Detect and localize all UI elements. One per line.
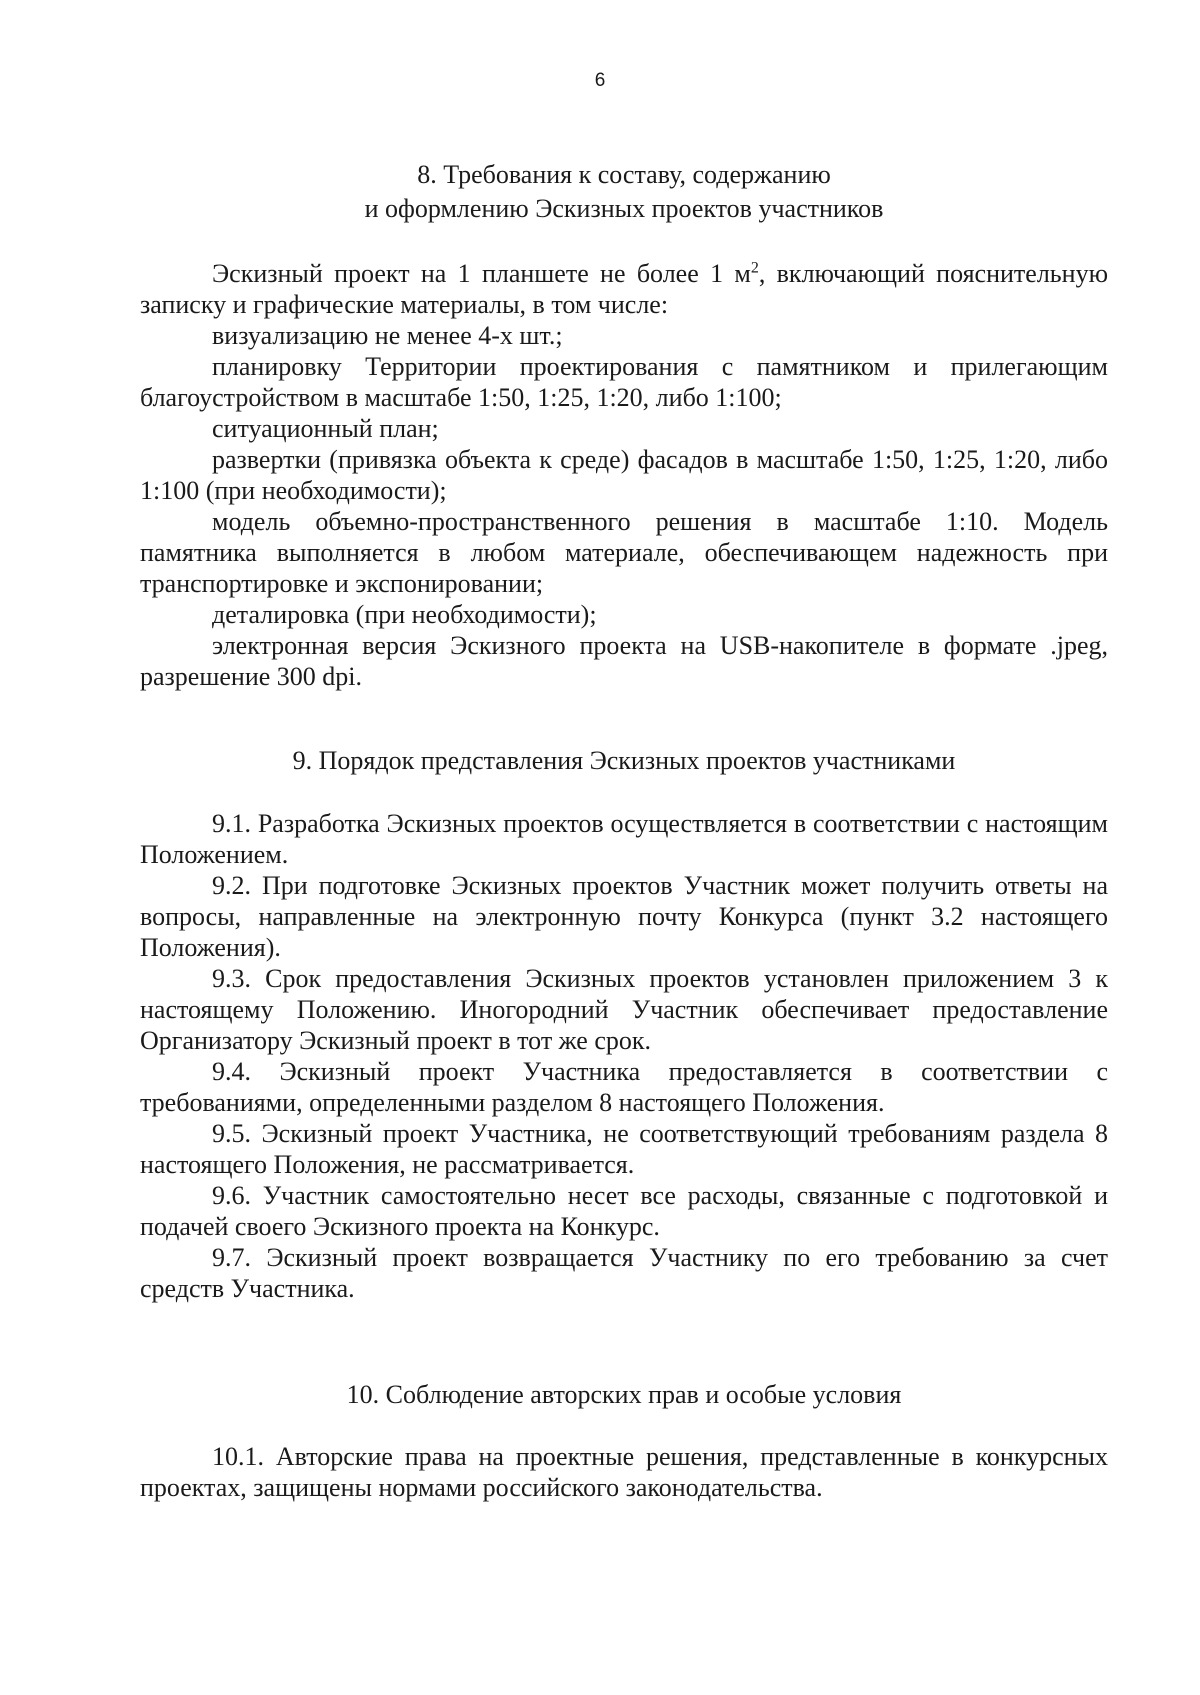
section-10-item: 10.1. Авторские права на проектные решения, представленные в конкурсных проектах, защищены нормами российского законодательства. <box>140 1442 1108 1502</box>
section-8-heading <box>140 158 1108 226</box>
section-8-item: модель объемно-пространственного решения в масштабе 1:10. Модель памятника выполняется в любом материале, обеспечивающем надежность при транспортировке и экспонировании; <box>140 507 1108 598</box>
section-8-item: визуализацию не менее 4-х шт.; <box>212 321 563 350</box>
section-8-title-line-1: 8. Требования к составу, содержанию <box>417 160 831 189</box>
section-10-heading <box>140 1378 1108 1412</box>
section-8-intro-paragraph <box>140 258 1108 320</box>
section-9-item: 9.5. Эскизный проект Участника, не соответствующий требованиям раздела 8 настоящего Положения, не рассматривается. <box>140 1119 1108 1179</box>
section-8-item: развертки (привязка объекта к среде) фасадов в масштабе 1:50, 1:25, 1:20, либо 1:100 (при необходимости); <box>140 445 1108 505</box>
square-superscript: 2 <box>750 259 759 277</box>
section-9-heading <box>140 744 1108 778</box>
section-10-body <box>140 1441 1108 1503</box>
section-9-item: 9.4. Эскизный проект Участника предоставляется в соответствии с требованиями, определенными разделом 8 настоящего Положения. <box>140 1057 1108 1117</box>
section-8-item: электронная версия Эскизного проекта на USB-накопителе в формате .jpeg, разрешение 300 dpi. <box>140 631 1108 691</box>
section-8-item: планировку Территории проектирования с памятником и прилегающим благоустройством в масштабе 1:50, 1:25, 1:20, либо 1:100; <box>140 352 1108 412</box>
intro-text-end: , включающий пояснительную записку и графические материалы, в том числе: <box>140 259 1108 319</box>
section-9-item: 9.6. Участник самостоятельно несет все расходы, связанные с подготовкой и подачей своего Эскизного проекта на Конкурс. <box>140 1181 1108 1241</box>
section-8-body <box>140 258 1108 692</box>
section-9-title: 9. Порядок представления Эскизных проектов участниками <box>292 746 956 775</box>
section-10-title: 10. Соблюдение авторских прав и особые условия <box>346 1380 902 1409</box>
section-9-item: 9.1. Разработка Эскизных проектов осуществляется в соответствии с настоящим Положением. <box>140 809 1108 869</box>
section-8-item: ситуационный план; <box>212 414 439 443</box>
intro-text-start: Эскизный проект на 1 планшете не более 1 м <box>212 259 751 288</box>
section-8-title-line-2: и оформлению Эскизных проектов участников <box>364 194 884 223</box>
section-9-item: 9.7. Эскизный проект возвращается Участнику по его требованию за счет средств Участника. <box>140 1243 1108 1303</box>
section-9-item: 9.2. При подготовке Эскизных проектов Участник может получить ответы на вопросы, направленные на электронную почту Конкурса (пункт 3.2 настоящего Положения). <box>140 871 1108 962</box>
section-9-body <box>140 808 1108 1304</box>
section-8-item: деталировка (при необходимости); <box>212 600 597 629</box>
section-9-item: 9.3. Срок предоставления Эскизных проектов установлен приложением 3 к настоящему Положению. Иногородний Участник обеспечивает предоставление Организатору Эскизный проект в тот же срок. <box>140 964 1108 1055</box>
page-number: 6 <box>594 70 606 91</box>
